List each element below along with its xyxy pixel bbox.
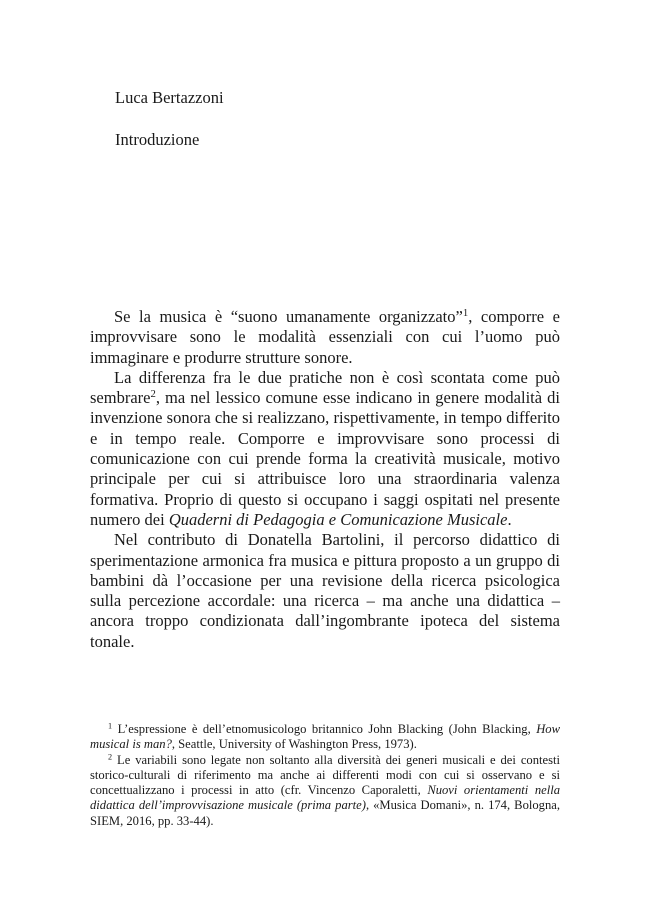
paragraph-1-text-a: Se la musica è “suono umanamente organizzato” [114, 307, 463, 326]
footnote-2-text-a: Le variabili sono legate non soltanto alla diversità dei generi musicali e dei contesti storico-culturali di riferimento ma anche ai differenti modi con cui si osservano e si concettualizzano i processi in atto (cfr. Vincenzo Caporaletti, [90, 752, 560, 798]
paragraph-1 [90, 307, 560, 368]
chapter-title: Introduzione [115, 130, 200, 149]
paragraph-1-text-b: , comporre e improvvisare sono le modalità essenziali con cui l’uomo può immaginare e produrre strutture sonore. [90, 307, 560, 367]
paragraph-3: Nel contributo di Donatella Bartolini, il percorso didattico di sperimentazione armonica fra musica e pittura proposto a un gruppo di bambini dà l’occasione per una revisione della ricerca psicologica sulla percezione accordale: una ricerca – ma anche una didattica – ancora troppo condizionata dall’ingombrante ipoteca del sistema tonale. [90, 530, 560, 651]
footnote-1 [90, 722, 560, 753]
footnote-2-number: 2 [108, 752, 113, 762]
paragraph-2 [90, 368, 560, 530]
footnote-1-italic: How musical is man? [90, 722, 560, 752]
footnote-1-text-a: L’espressione è dell’etnomusicologo britannico John Blacking (John Blacking, [112, 722, 537, 736]
author-name: Luca Bertazzoni [115, 88, 224, 107]
footnote-ref-2[interactable]: 2 [150, 388, 156, 401]
footnote-1-text-b: , Seattle, University of Washington Press, 1973). [171, 737, 417, 752]
body-text [90, 307, 560, 652]
footnote-2-text-b: , «Musica Domani», n. 174, Bologna, SIEM, 2016, pp. 33-44). [90, 798, 560, 828]
journal-title: Quaderni di Pedagogia e Comunicazione Musicale [168, 509, 508, 529]
footnote-2 [90, 753, 560, 829]
footnote-2-italic: Nuovi orientamenti nella didattica dell’improvvisazione musicale (prima parte) [90, 783, 560, 813]
footnote-1-number: 1 [108, 721, 113, 731]
paragraph-2-text-b: , ma nel lessico comune esse indicano in genere modalità di invenzione sonora che si realizzano, rispettivamente, in tempo differito e in tempo reale. Comporre e improvvisare sono processi di comunicazione con cui prende forma la creatività musicale, motivo principale per cui si attribuisce loro una straordinaria valenza formativa. Proprio di questo si occupano i saggi ospitati nel presente numero dei [90, 388, 560, 529]
paragraph-2-text-a: La differenza fra le due pratiche non è così scontata come può sembrare [90, 367, 560, 408]
footnote-ref-1[interactable]: 1 [462, 307, 469, 320]
paragraph-2-text-c: . [507, 509, 512, 529]
footnotes [90, 722, 560, 829]
